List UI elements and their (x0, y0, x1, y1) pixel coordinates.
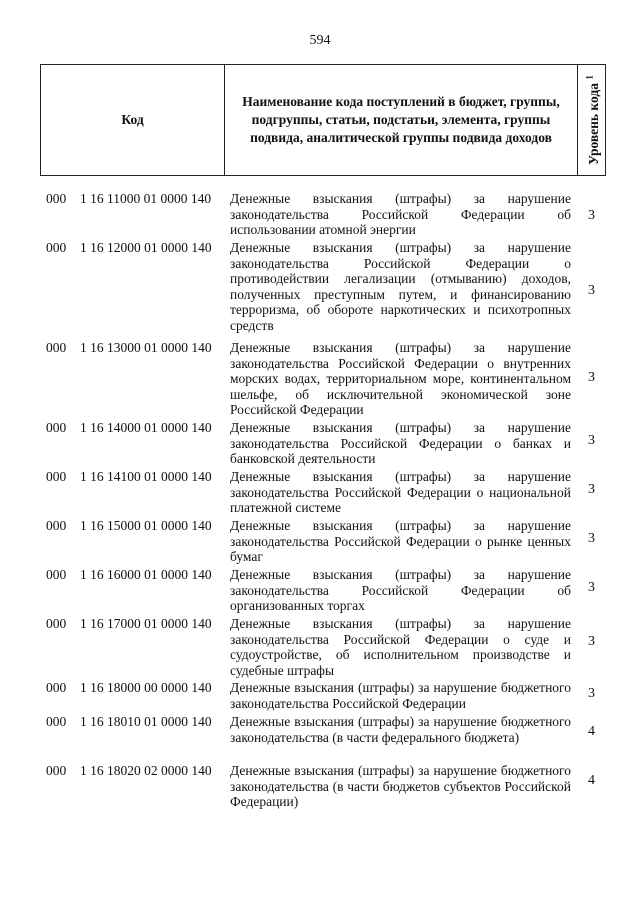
income-code: 1 16 12000 01 0000 140 (80, 240, 212, 255)
income-name: Денежные взыскания (штрафы) за нарушение бюджетного законодательства (в части бюджетов субъектов Российской Федерации) (230, 763, 571, 810)
income-name: Денежные взыскания (штрафы) за нарушение законодательства Российской Федерации о суде и судоустройстве, об исполнительном производстве и судебные штрафы (230, 616, 571, 678)
code-column-header (41, 65, 225, 175)
code-level: 3 (588, 634, 595, 649)
admin-code: 000 (46, 469, 67, 484)
table-row (40, 191, 606, 238)
income-name: Денежные взыскания (штрафы) за нарушение законодательства Российской Федерации о банках и банковской деятельности (230, 420, 571, 467)
table-row (40, 567, 606, 614)
income-name: Денежные взыскания (штрафы) за нарушение законодательства Российской Федерации об использовании атомной энергии (230, 191, 571, 238)
table-row (40, 616, 606, 679)
income-code: 1 16 14000 01 0000 140 (80, 420, 212, 435)
table-row (40, 518, 606, 565)
code-level: 3 (588, 370, 595, 385)
code-level: 4 (588, 724, 595, 739)
income-code: 1 16 16000 01 0000 140 (80, 567, 212, 582)
income-code: 1 16 11000 01 0000 140 (80, 191, 212, 206)
admin-code: 000 (46, 616, 67, 631)
level-header-label: Уровень кода $^1$ (583, 75, 601, 165)
level-column-header (578, 65, 607, 175)
income-code: 1 16 13000 01 0000 140 (80, 340, 212, 355)
name-column-header (225, 65, 578, 175)
level-footnote: 1 (583, 75, 594, 80)
name-header-label: Наименование кода поступлений в бюджет, группы, подгруппы, статьи, подстатьи, элемента, группы подвида, аналитической группы подвида доходов (242, 94, 560, 145)
admin-code: 000 (46, 763, 67, 778)
income-name: Денежные взыскания (штрафы) за нарушение законодательства Российской Федерации о рынке ценных бумаг (230, 518, 571, 565)
table-row (40, 763, 606, 810)
income-name: Денежные взыскания (штрафы) за нарушение законодательства Российской Федерации о противодействии легализации (отмыванию) доходов, полученных преступным путем, и финансированию терроризма, об обороте наркотических и психотропных средств (230, 240, 571, 333)
admin-code: 000 (46, 191, 67, 206)
table-row (40, 714, 606, 761)
income-name: Денежные взыскания (штрафы) за нарушение законодательства Российской Федерации о национальной платежной системе (230, 469, 571, 516)
admin-code: 000 (46, 420, 67, 435)
table-row (40, 420, 606, 467)
code-header-label: Код (121, 112, 144, 127)
table-header (40, 64, 606, 176)
table-row (40, 340, 606, 420)
income-name: Денежные взыскания (штрафы) за нарушение бюджетного законодательства (в части федерального бюджета) (230, 714, 571, 745)
income-name: Денежные взыскания (штрафы) за нарушение бюджетного законодательства Российской Федерации (230, 680, 571, 711)
table-row (40, 469, 606, 516)
code-level: 3 (588, 580, 595, 595)
code-level: 3 (588, 433, 595, 448)
admin-code: 000 (46, 340, 67, 355)
income-code: 1 16 18000 00 0000 140 (80, 680, 212, 695)
admin-code: 000 (46, 518, 67, 533)
code-level: 3 (588, 482, 595, 497)
code-level: 3 (588, 531, 595, 546)
code-level: 4 (588, 773, 595, 788)
admin-code: 000 (46, 567, 67, 582)
income-name: Денежные взыскания (штрафы) за нарушение законодательства Российской Федерации о внутренних морских водах, территориальном море, континентальном шельфе, об исключительной экономической зоне Российской Федерации (230, 340, 571, 418)
table-row (40, 680, 606, 712)
income-code: 1 16 15000 01 0000 140 (80, 518, 212, 533)
code-level: 3 (588, 208, 595, 223)
code-level: 3 (588, 686, 595, 701)
income-name: Денежные взыскания (штрафы) за нарушение законодательства Российской Федерации об организованных торгах (230, 567, 571, 614)
income-code: 1 16 14100 01 0000 140 (80, 469, 212, 484)
admin-code: 000 (46, 714, 67, 729)
income-code: 1 16 18010 01 0000 140 (80, 714, 212, 729)
admin-code: 000 (46, 240, 67, 255)
income-code: 1 16 17000 01 0000 140 (80, 616, 212, 631)
admin-code: 000 (46, 680, 67, 695)
page-number: 594 (309, 33, 331, 48)
income-code: 1 16 18020 02 0000 140 (80, 763, 212, 778)
table-row (40, 240, 606, 336)
code-level: 3 (588, 283, 595, 298)
